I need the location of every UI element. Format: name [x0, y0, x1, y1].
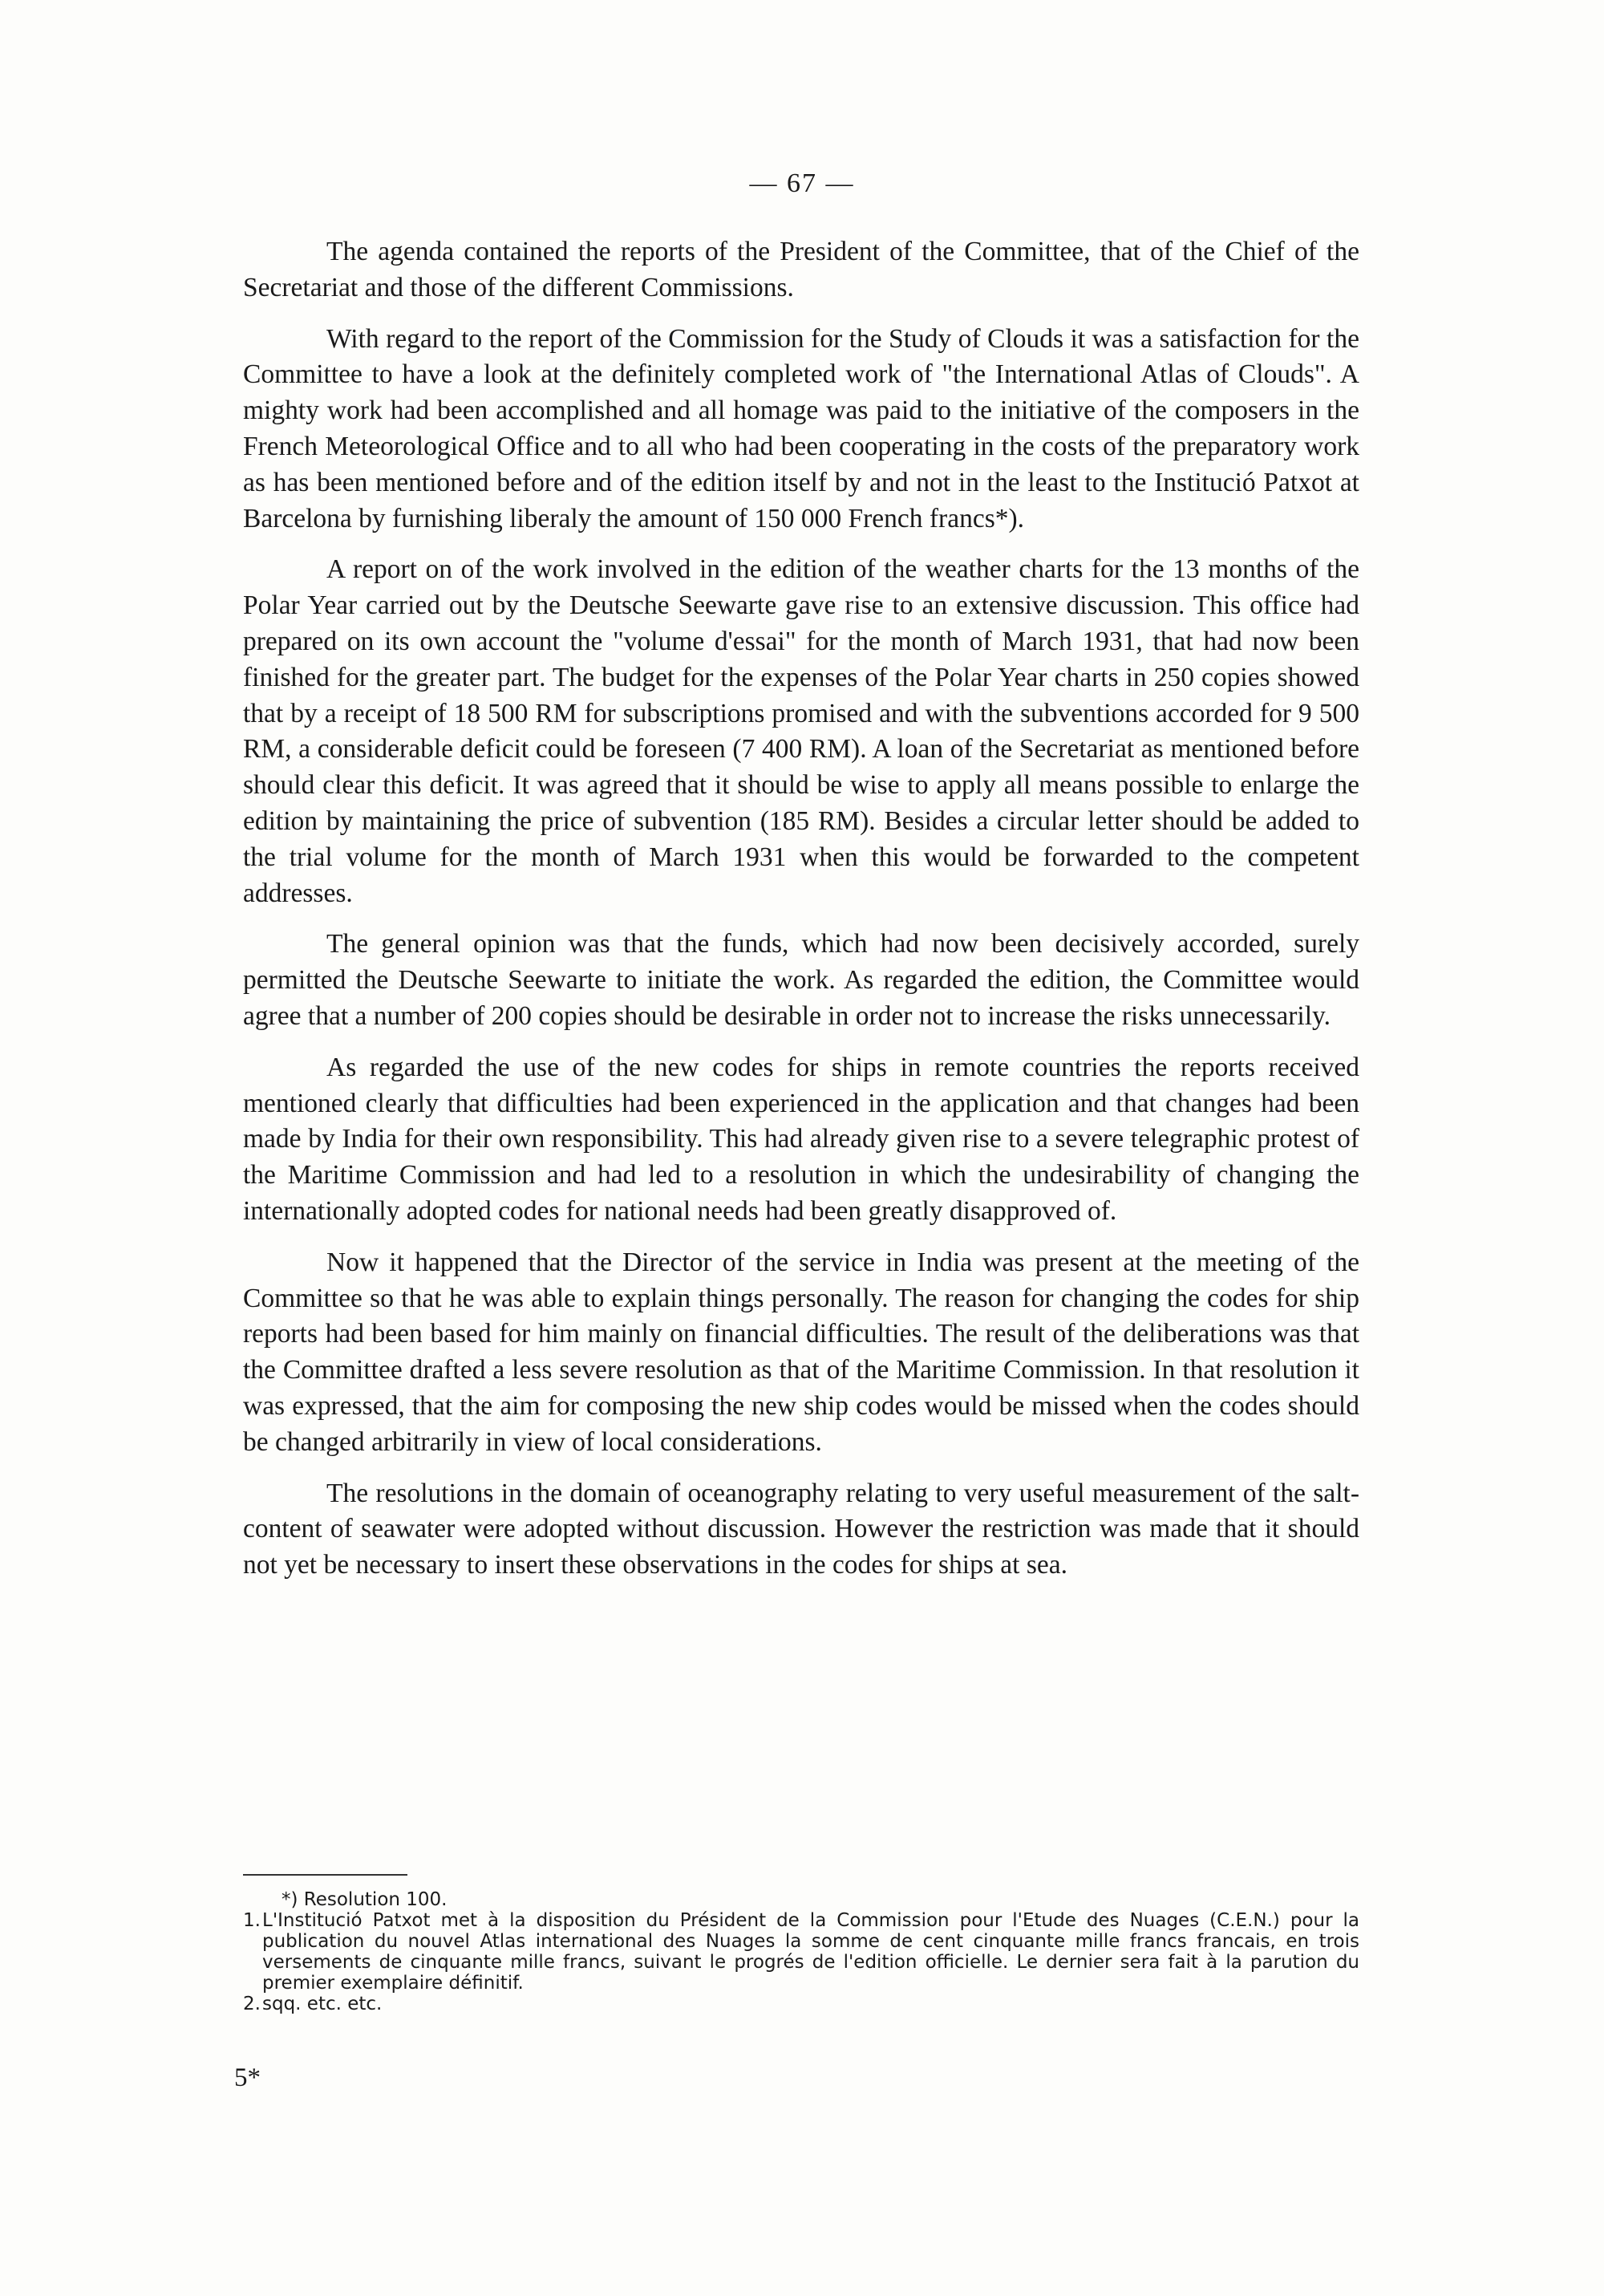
paragraph-oceanography: The resolutions in the domain of oceanography relating to very useful measurement of the salt-content of seawater were adopted without discussion. However the restriction was made that it should not yet be necessary to insert these observations in the codes for ships at sea.	[243, 1478, 1359, 1580]
paragraph-polar-year-charts: A report on of the work involved in the edition of the weather charts for the 13 months of the Polar Year carried out by the Deutsche Seewarte gave rise to an extensive discussion. This office had prepared on its own account the "volume d'essai" for the month of March 1931, that had now been finished for the greater part. The budget for the expenses of the Polar Year charts in 250 copies showed that by a receipt of 18 500 RM for subscriptions promised and with the subventions accorded for 9 500 RM, a considerable deficit could be foreseen (7 400 RM). A loan of the Secretariat as mentioned before should clear this deficit. It was agreed that it should be wise to apply all means possible to enlarge the edition by maintaining the price of subvention (185 RM). Besides a circular letter should be added to the trial volume for the month of March 1931 when this would be forwarded to the competent addresses.	[243, 554, 1359, 908]
footnote-number: 2.	[243, 1994, 261, 2014]
body-text	[243, 234, 1359, 1599]
paragraph-agenda: The agenda contained the reports of the President of the Committee, that of the Chief of the Secretariat and those of the different Commissions.	[243, 237, 1359, 302]
footnote-text: L'Institució Patxot met à la disposition du Président de la Commission pour l'Etude des Nuages (C.E.N.) pour la publication du nouvel Atlas international des Nuages la somme de cent cinquante mille francs francais, en trois versements de cinquante mille francs, suivant le progrés de l'edition officielle. Le dernier sera fait à la parution du premier exemplaire définitif.	[262, 1910, 1359, 1994]
footnote-text: sqq. etc. etc.	[262, 1994, 383, 2014]
sheet-signature-mark: 5*	[234, 2063, 261, 2092]
footnote-item	[243, 1910, 1359, 1994]
footnote-divider	[243, 1874, 407, 1876]
footnotes	[243, 1889, 1359, 2014]
paragraph-india-director: Now it happened that the Director of the service in India was present at the meeting of the Committee so that he was able to explain things personally. The reason for changing the codes for ship reports had been based for him mainly on financial difficulties. The result of the deliberations was that the Committee drafted a less severe resolution as that of the Maritime Commission. In that resolution it was expressed, that the aim for composing the new ship codes would be missed when the codes should be changed arbitrarily in view of local considerations.	[243, 1247, 1359, 1457]
footnote-number: 1.	[243, 1910, 261, 1931]
paragraph-ship-codes: As regarded the use of the new codes for ships in remote countries the reports received mentioned clearly that difficulties had been experienced in the application and that changes had been made by India for their own responsibility. This had already given rise to a severe telegraphic protest of the Maritime Commission and had led to a resolution in which the undesirability of changing the internationally adopted codes for national needs had been greatly disapproved of.	[243, 1052, 1359, 1226]
footnote-item	[243, 1994, 1359, 2014]
footnote-star: *) Resolution 100.	[282, 1889, 448, 1910]
page-number: — 67 —	[749, 168, 855, 198]
paragraph-clouds-atlas: With regard to the report of the Commission for the Study of Clouds it was a satisfaction for the Committee to have a look at the definitely completed work of "the International Atlas of Clouds". A mighty work had been accomplished and all homage was paid to the initiative of the composers in the French Meteorological Office and to all who had been cooperating in the costs of the preparatory work as has been mentioned before and of the edition itself by and not in the least to the Institució Patxot at Barcelona by furnishing liberaly the amount of 150 000 French francs*).	[243, 323, 1359, 533]
paragraph-general-opinion: The general opinion was that the funds, which had now been decisively accorded, surely permitted the Deutsche Seewarte to initiate the work. As regarded the edition, the Committee would agree that a number of 200 copies should be desirable in order not to increase the risks unnecessarily.	[243, 929, 1359, 1031]
